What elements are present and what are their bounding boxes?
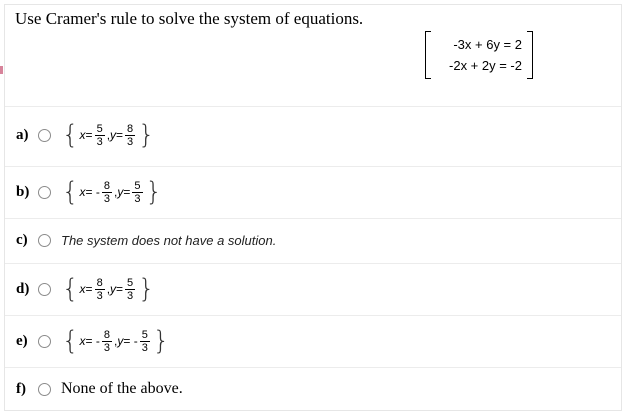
fraction: $\frac{5}{3}$	[134, 179, 141, 205]
fraction: $\frac{5}{3}$	[141, 328, 148, 354]
option-label: a)	[16, 126, 29, 143]
solution-a: { x = $\frac{5}{3}$ , y = $\frac{8}{3}$ }	[62, 120, 155, 150]
left-brace: {	[62, 274, 79, 304]
left-brace: {	[62, 326, 79, 356]
option-label: c)	[16, 231, 28, 248]
equation-1: -3x + 6y = 2	[453, 37, 522, 52]
option-label: b)	[16, 183, 30, 200]
solution-e: { x = - $\frac{8}{3}$ , y = - $\frac{5}{3}$ }	[62, 326, 170, 356]
fraction: $\frac{8}{3}$	[103, 179, 111, 205]
option-c[interactable]	[16, 220, 276, 260]
radio-option-f[interactable]	[38, 383, 51, 396]
divider	[5, 106, 621, 107]
divider	[5, 263, 621, 264]
fraction: $\frac{8}{3}$	[103, 328, 111, 354]
equation-2: -2x + 2y = -2	[449, 58, 522, 73]
option-c-text: The system does not have a solution.	[61, 232, 277, 248]
option-f[interactable]	[16, 369, 183, 409]
radio-option-b[interactable]	[38, 186, 51, 199]
radio-option-a[interactable]	[38, 129, 51, 142]
option-b[interactable]	[16, 172, 163, 212]
solution-d: { x = $\frac{8}{3}$ , y = $\frac{5}{3}$ }	[62, 274, 155, 304]
fraction: $\frac{5}{3}$	[127, 276, 134, 302]
radio-option-d[interactable]	[38, 283, 51, 296]
question-text: Use Cramer's rule to solve the system of equations.	[15, 9, 364, 28]
option-label: d)	[16, 280, 30, 297]
left-brace: {	[62, 120, 79, 150]
margin-marker	[0, 66, 3, 74]
fraction: $\frac{5}{3}$	[96, 122, 103, 148]
divider	[5, 315, 621, 316]
fraction: $\frac{8}{3}$	[96, 276, 103, 302]
option-a[interactable]	[16, 115, 156, 155]
right-brace: }	[138, 274, 155, 304]
option-label: e)	[16, 332, 28, 349]
solution-b: { x = - $\frac{8}{3}$ , y = $\frac{5}{3}$ }	[62, 177, 163, 207]
fraction: $\frac{8}{3}$	[127, 122, 134, 148]
right-brace: }	[152, 326, 170, 356]
radio-option-e[interactable]	[38, 335, 51, 348]
radio-option-c[interactable]	[38, 234, 51, 247]
left-brace: {	[62, 177, 79, 207]
equation-system	[425, 31, 533, 79]
divider	[5, 166, 621, 167]
divider	[5, 218, 621, 219]
option-e[interactable]	[16, 321, 170, 361]
right-brace: }	[145, 177, 163, 207]
option-label: f)	[16, 380, 26, 397]
divider	[5, 367, 621, 368]
right-brace: }	[138, 120, 155, 150]
option-f-text: None of the above.	[61, 380, 183, 397]
option-d[interactable]	[16, 269, 156, 309]
